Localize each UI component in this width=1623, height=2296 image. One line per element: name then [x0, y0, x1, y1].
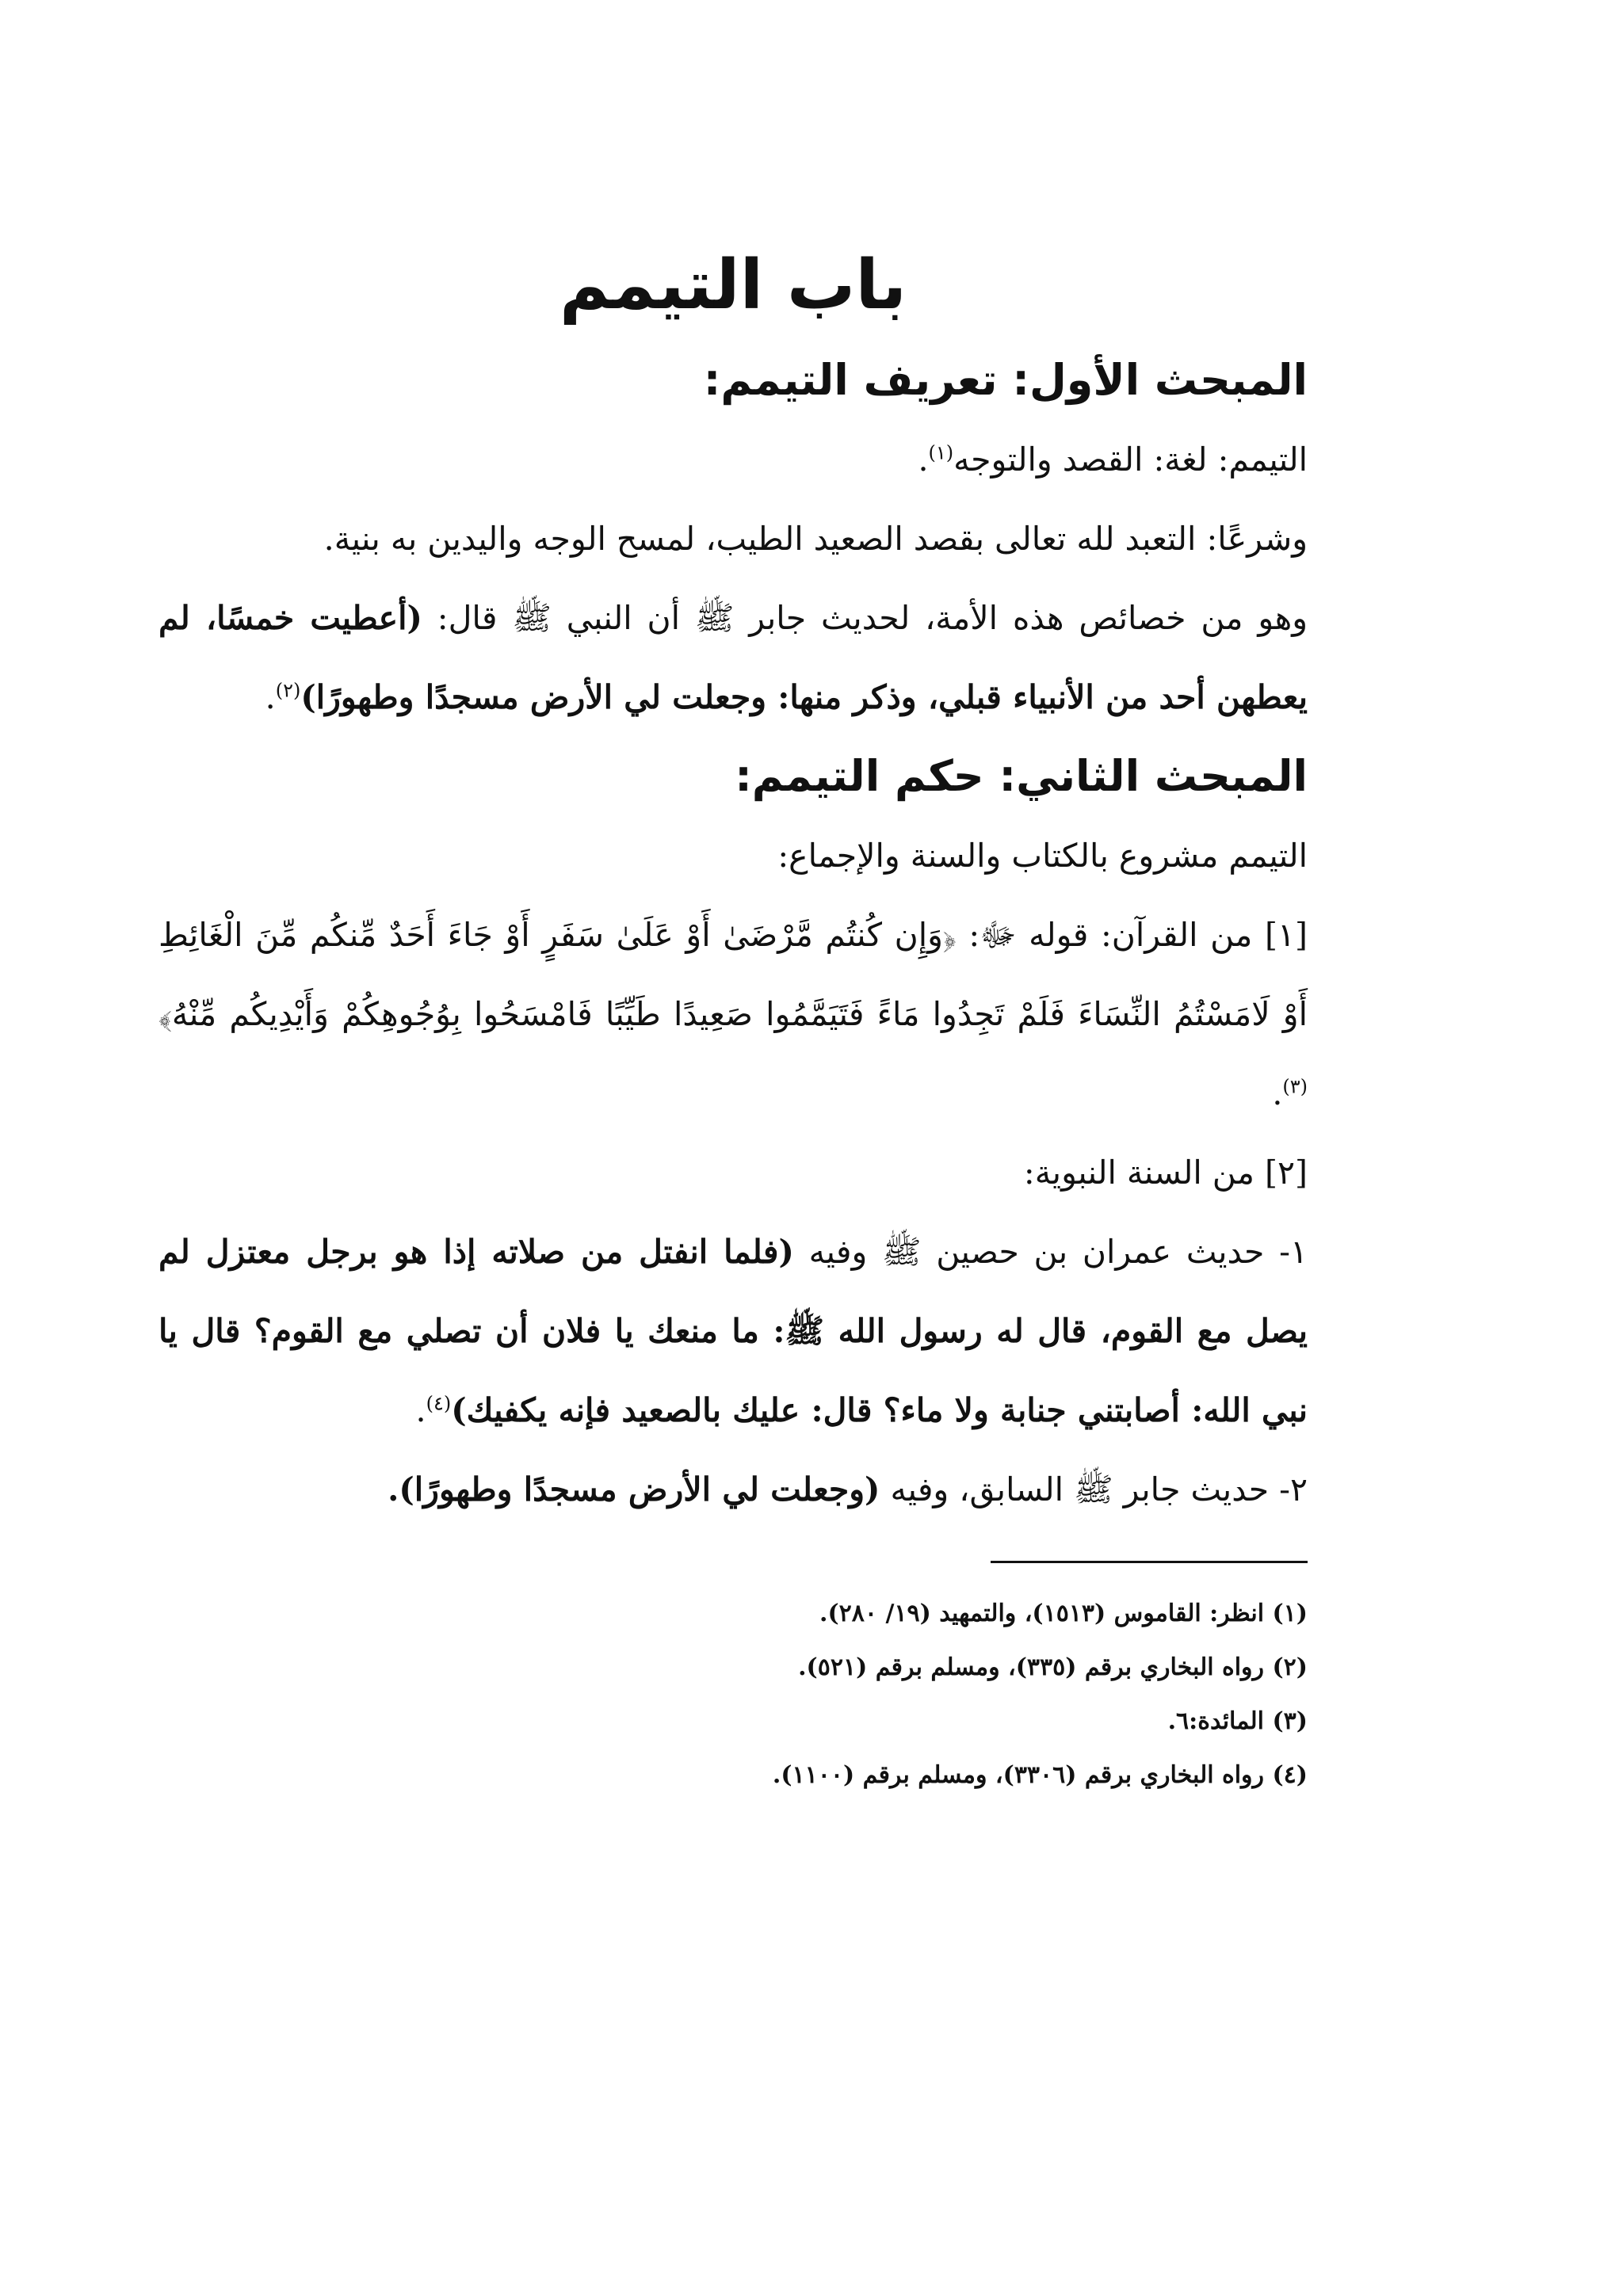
footnote-3: (٣) المائدة:٦.	[1167, 1707, 1308, 1735]
hadith-jabir-second-quote: (وجعلت لي الأرض مسجدًا وطهورًا).	[388, 1470, 880, 1508]
section-heading-ruling: المبحث الثاني: حكم التيمم:	[735, 751, 1308, 801]
ummah-specialty-end: .	[265, 678, 276, 716]
footnote-ref-1: (١)	[928, 441, 954, 464]
chapter-title: باب التيمم	[559, 246, 907, 325]
quran-end: .	[1272, 1074, 1283, 1112]
definition-linguistic	[158, 420, 1308, 499]
footnote-divider	[991, 1561, 1308, 1563]
hadith-imran-end: .	[415, 1391, 426, 1429]
hadith-jabir-quote: (أعطيت خمسًا، لم يعطهن أحد من الأنبياء قبلي، وذكر منها: وجعلت لي الأرض مسجدًا وطهورًا)	[158, 599, 1308, 716]
footnote-ref-3: (٣)	[1282, 1075, 1308, 1098]
sunnah-label: [٢] من السنة النبوية:	[1023, 1154, 1308, 1192]
ummah-specialty-text: وهو من خصائص هذه الأمة، لحديث جابر ﷺ أن النبي ﷺ قال:	[422, 599, 1308, 637]
ruling-intro: التيمم مشروع بالكتاب والسنة والإجماع:	[777, 837, 1308, 875]
definition-linguistic-end: .	[918, 441, 929, 479]
footnote-ref-4: (٤)	[426, 1392, 452, 1415]
definition-legal: وشرعًا: التعبد لله تعالى بقصد الصعيد الطيب، لمسح الوجه واليدين به بنية.	[323, 520, 1308, 558]
footnote-4: (٤) رواه البخاري برقم (٣٣٠٦)، ومسلم برقم (١١٠٠).	[772, 1761, 1308, 1789]
ummah-specialty-paragraph	[158, 578, 1308, 737]
hadith-imran-quote: (فلما انفتل من صلاته إذا هو برجل معتزل لم يصل مع القوم، قال له رسول الله ﷺ: ما منعك يا فلان أن تصلي مع القوم؟ قال يا نبي الله: أصابتني جنابة ولا ماء؟ قال: عليك بالصعيد فإنه يكفيك)	[158, 1233, 1308, 1429]
quran-verse: ﴿وَإِن كُنتُم مَّرْضَىٰ أَوْ عَلَىٰ سَفَرٍ أَوْ جَاءَ أَحَدٌ مِّنكُم مِّنَ الْغَائِطِ أَوْ لَامَسْتُمُ النِّسَاءَ فَلَمْ تَجِدُوا مَاءً فَتَيَمَّمُوا صَعِيدًا طَيِّبًا فَامْسَحُوا بِوُجُوهِكُمْ وَأَيْدِيكُم مِّنْهُ﴾	[158, 916, 1308, 1033]
footnote-1: (١) انظر: القاموس (١٥١٣)، والتمهيد (١٩/ ٢٨٠).	[819, 1600, 1308, 1627]
footnote-ref-2: (٢)	[275, 679, 301, 702]
footnote-2: (٢) رواه البخاري برقم (٣٣٥)، ومسلم برقم (٥٢١).	[798, 1653, 1308, 1681]
page-body	[158, 238, 1308, 1802]
hadith-imran-paragraph	[158, 1212, 1308, 1450]
section-heading-definition: المبحث الأول: تعريف التيمم:	[703, 355, 1308, 405]
quran-evidence	[158, 895, 1308, 1133]
hadith-jabir-intro: ٢- حديث جابر ﷺ السابق، وفيه	[880, 1470, 1308, 1508]
hadith-imran-intro: ١- حديث عمران بن حصين ﷺ وفيه	[793, 1233, 1308, 1271]
definition-linguistic-text: التيمم: لغة: القصد والتوجه	[953, 441, 1308, 479]
hadith-jabir-paragraph	[158, 1450, 1308, 1529]
footnotes	[158, 1587, 1308, 1802]
quran-label: [١] من القرآن: قوله ﷻ:	[956, 916, 1308, 954]
